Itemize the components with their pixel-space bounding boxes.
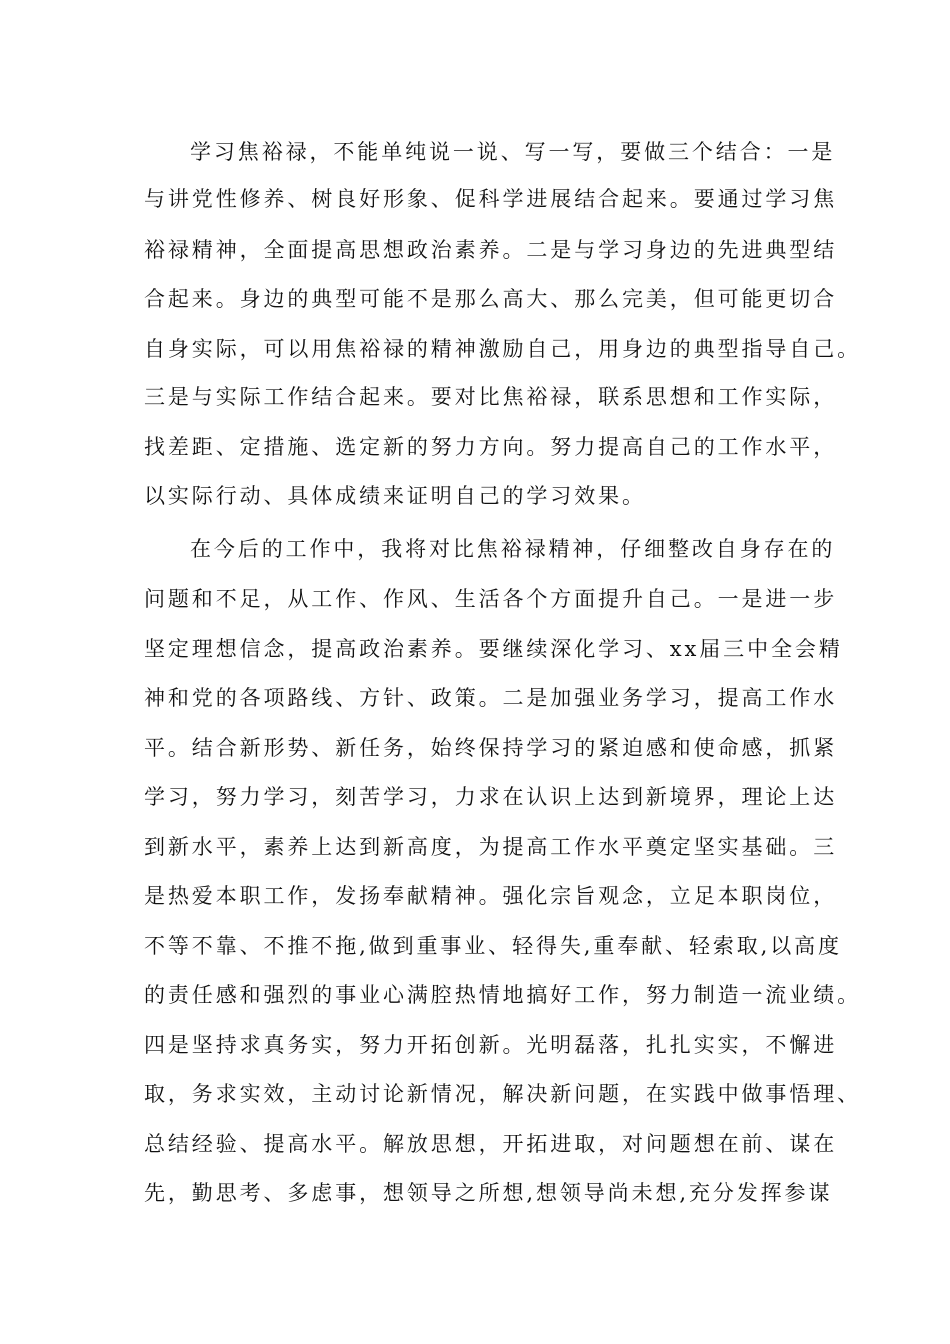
paragraph-2-line-13: 总结经验、提高水平。解放思想，开拓进取，对问题想在前、谋在 <box>144 1132 838 1156</box>
paragraph-2-line-7: 到新水平，素养上达到新高度，为提高工作水平奠定坚实基础。三 <box>144 835 838 859</box>
paragraph-1-line-2: 与讲党性修养、树良好形象、促科学进展结合起来。要通过学习焦 <box>144 187 838 211</box>
paragraph-1-line-3: 裕禄精神，全面提高思想政治素养。二是与学习身边的先进典型结 <box>144 238 838 262</box>
paragraph-2-line-5: 平。结合新形势、新任务，始终保持学习的紧迫感和使命感，抓紧 <box>144 736 838 760</box>
paragraph-1-line-6: 三是与实际工作结合起来。要对比焦裕禄，联系思想和工作实际， <box>144 385 838 409</box>
paragraph-2-line-3: 坚定理想信念，提高政治素养。要继续深化学习、xx届三中全会精 <box>144 637 843 661</box>
paragraph-1-line-5: 自身实际，可以用焦裕禄的精神激励自己，用身边的典型指导自己。 <box>144 337 861 361</box>
paragraph-2-line-1: 在今后的工作中，我将对比焦裕禄精神，仔细整改自身存在的 <box>190 537 836 561</box>
paragraph-2-line-6: 学习，努力学习，刻苦学习，力求在认识上达到新境界，理论上达 <box>144 785 838 809</box>
paragraph-2-line-9: 不等不靠、不推不拖,做到重事业、轻得失,重奉献、轻索取,以高度 <box>144 934 842 958</box>
paragraph-1-line-1: 学习焦裕禄，不能单纯说一说、写一写，要做三个结合：一是 <box>190 140 836 164</box>
paragraph-1-line-4: 合起来。身边的典型可能不是那么高大、那么完美，但可能更切合 <box>144 287 838 311</box>
paragraph-2-line-14: 先，勤思考、多虑事，想领导之所想,想领导尚未想,充分发挥参谋 <box>144 1181 833 1205</box>
paragraph-1-line-8: 以实际行动、具体成绩来证明自己的学习效果。 <box>144 484 646 508</box>
paragraph-2-line-4: 神和党的各项路线、方针、政策。二是加强业务学习，提高工作水 <box>144 686 838 710</box>
paragraph-2-line-10: 的责任感和强烈的事业心满腔热情地搞好工作，努力制造一流业绩。 <box>144 983 861 1007</box>
paragraph-1-line-7: 找差距、定措施、选定新的努力方向。努力提高自己的工作水平， <box>144 435 838 459</box>
paragraph-2-line-2: 问题和不足，从工作、作风、生活各个方面提升自己。一是进一步 <box>144 587 838 611</box>
paragraph-2-line-11: 四是坚持求真务实，努力开拓创新。光明磊落，扎扎实实，不懈进 <box>144 1033 838 1057</box>
paragraph-2-line-12: 取，务求实效，主动讨论新情况，解决新问题，在实践中做事悟理、 <box>144 1082 861 1106</box>
paragraph-2-line-8: 是热爱本职工作，发扬奉献精神。强化宗旨观念，立足本职岗位， <box>144 884 838 908</box>
